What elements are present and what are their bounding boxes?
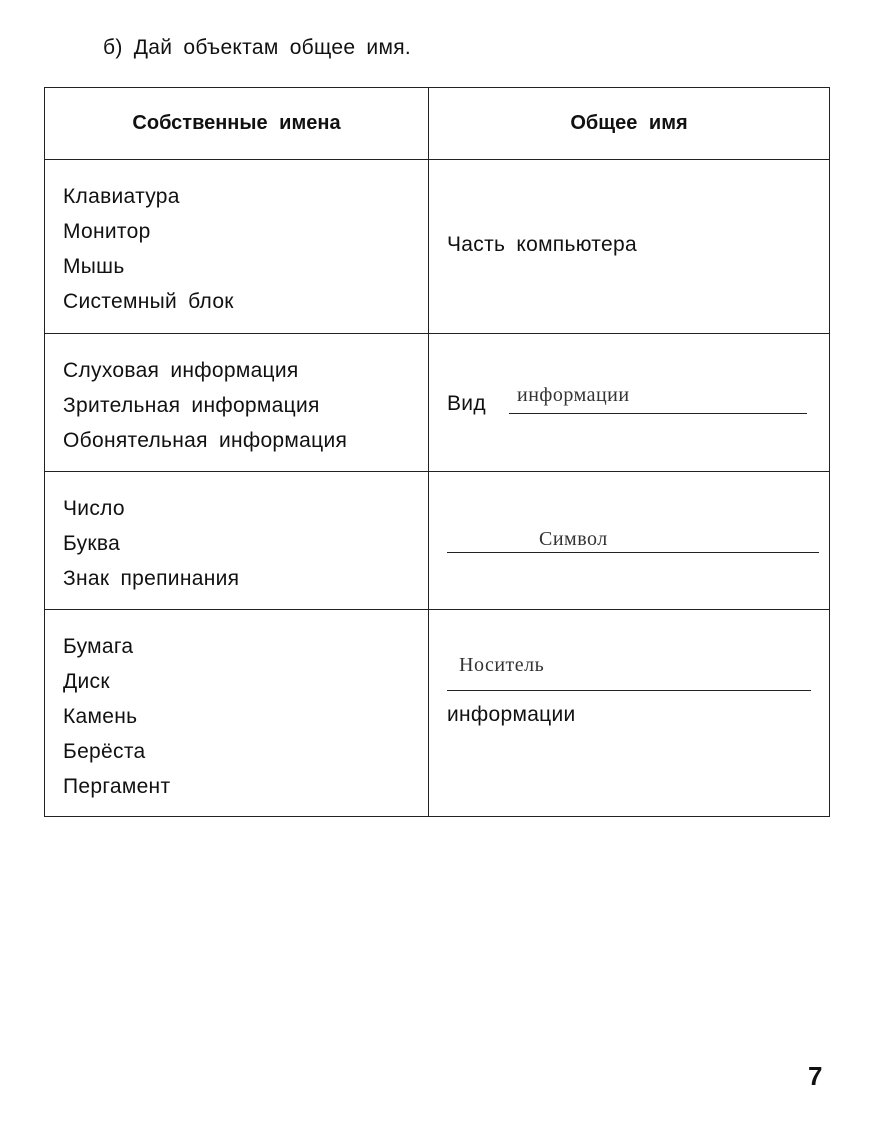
- list-item: Буква: [63, 532, 121, 555]
- list-item: Зрительная информация: [63, 394, 320, 417]
- common-name-printed: Часть компьютера: [447, 233, 637, 256]
- table-row: [45, 334, 830, 472]
- proper-names-cell: [45, 610, 429, 817]
- task-instruction: б) Дай объектам общее имя.: [103, 36, 412, 59]
- answer-line: [509, 413, 807, 414]
- answer-line: [447, 552, 819, 553]
- list-item: Знак препинания: [63, 567, 240, 590]
- common-name-cell: [429, 160, 830, 334]
- common-name-cell: [429, 334, 830, 472]
- list-item: Системный блок: [63, 290, 234, 313]
- answer-handwritten: Носитель: [459, 654, 545, 676]
- list-item: Мышь: [63, 255, 125, 278]
- answer-handwritten: Символ: [539, 528, 608, 550]
- list-item: Бумага: [63, 635, 134, 658]
- common-name-suffix: информации: [447, 703, 576, 726]
- header-common-name: Общее имя: [429, 88, 830, 160]
- list-item: Клавиатура: [63, 185, 180, 208]
- list-item: Число: [63, 497, 125, 520]
- list-item: Слуховая информация: [63, 359, 299, 382]
- answer-handwritten: информации: [517, 384, 630, 406]
- list-item: Монитор: [63, 220, 151, 243]
- common-name-prefix: Вид: [447, 392, 486, 415]
- list-item: Камень: [63, 705, 138, 728]
- proper-names-list: [45, 610, 428, 804]
- list-item: Диск: [63, 670, 110, 693]
- header-proper-names: Собственные имена: [45, 88, 429, 160]
- common-name-cell: [429, 472, 830, 610]
- proper-names-list: [45, 334, 428, 458]
- common-name-cell: [429, 610, 830, 817]
- proper-names-cell: [45, 334, 429, 472]
- list-item: Пергамент: [63, 775, 171, 798]
- proper-names-cell: [45, 160, 429, 334]
- proper-names-list: [45, 160, 428, 319]
- list-item: Обонятельная информация: [63, 429, 348, 452]
- table-row: [45, 160, 830, 334]
- proper-names-cell: [45, 472, 429, 610]
- table-row: [45, 472, 830, 610]
- proper-names-list: [45, 472, 428, 596]
- list-item: Берёста: [63, 740, 146, 763]
- answer-line: [447, 690, 811, 691]
- page-number: 7: [808, 1061, 823, 1091]
- objects-table: [44, 87, 830, 817]
- table-row: [45, 610, 830, 817]
